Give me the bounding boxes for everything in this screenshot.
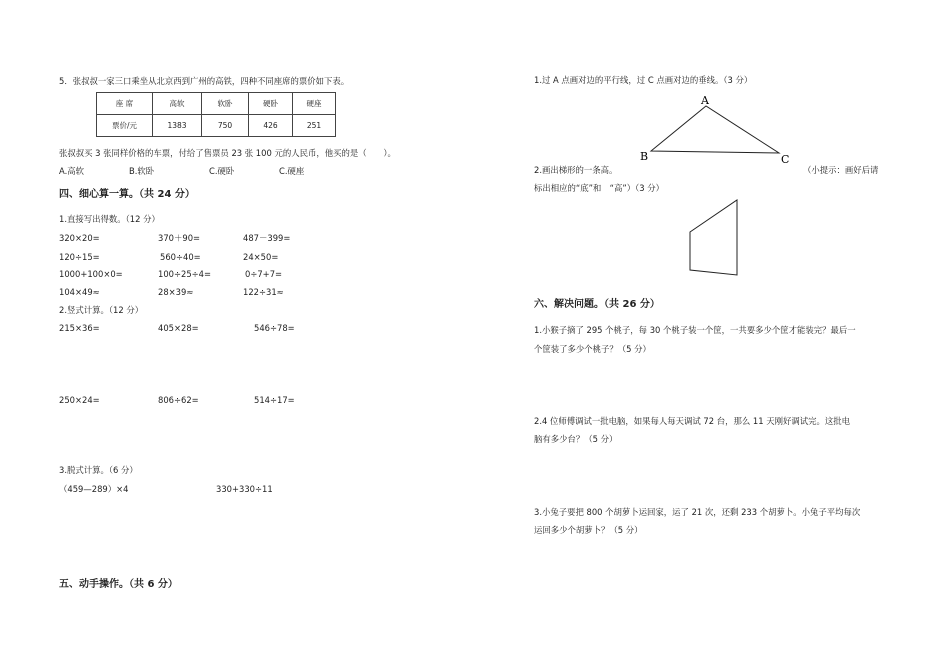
op1-text: 1.过 A 点画对边的平行线，过 C 点画对边的垂线。（3 分） [534, 75, 753, 85]
op2-hint: （小提示：画好后请 [803, 165, 879, 175]
table-cell: 426 [249, 115, 293, 137]
mental-math-item: 0÷7+7= [245, 269, 283, 279]
mental-math-item: 100÷25÷4= [158, 269, 212, 279]
q5-option-a: A.高软 [59, 166, 84, 176]
table-cell: 软卧 [202, 93, 249, 115]
mental-math-item: 320×20= [59, 233, 100, 243]
vertex-label-b: B [640, 150, 649, 163]
table-cell: 750 [202, 115, 249, 137]
q5-option-d: C.硬座 [279, 166, 305, 176]
table-cell: 座 席 [97, 93, 153, 115]
problem-1-line1: 1.小猴子摘了 295 个桃子，每 30 个桃子装一个筐，一共要多少个筐才能装完？最后一 [534, 325, 856, 335]
p2-title: 2.竖式计算。（12 分） [59, 305, 144, 315]
section4-title: 四、细心算一算。（共 24 分） [59, 189, 195, 200]
op2-line1: 2.画出梯形的一条高。 [534, 165, 618, 175]
q5-option-b: B.软卧 [129, 166, 155, 176]
mental-math-item: 24×50= [243, 252, 279, 262]
vertex-label-c: C [781, 153, 790, 166]
problem-3-line2: 运回多少个胡萝卜？（5 分） [534, 525, 643, 535]
mental-math-item: 487－399= [243, 233, 291, 243]
vertical-calc-item: 250×24= [59, 395, 100, 405]
problem-1-line2: 个筐装了多少个桃子？（5 分） [534, 344, 651, 354]
mental-math-item: 122÷31≈ [243, 287, 284, 297]
section5-title: 五、动手操作。（共 6 分） [59, 579, 178, 590]
q5-question: 张叔叔买 3 张同样价格的车票，付给了售票员 23 张 100 元的人民币，他买的是（ ）。 [59, 148, 396, 158]
trapezoid [690, 200, 737, 275]
vertex-label-a: A [701, 94, 709, 107]
op2-line2: 标出相应的“底”和 “高”）（3 分） [534, 183, 665, 193]
mental-math-item: 120÷15= [59, 252, 100, 262]
table-cell: 票价/元 [97, 115, 153, 137]
triangle-abc [651, 106, 779, 153]
mental-math-item: 560÷40= [160, 252, 201, 262]
table-cell: 硬卧 [249, 93, 293, 115]
q5-option-c: C.硬卧 [209, 166, 235, 176]
fare-table-price-row [97, 115, 336, 137]
mental-math-item: 104×49≈ [59, 287, 100, 297]
table-cell: 硬座 [293, 93, 336, 115]
mental-math-item: 370＋90= [158, 233, 201, 243]
vertical-calc-item: 215×36= [59, 323, 100, 333]
problem-2-line1: 2.4 位师傅调试一批电脑，如果每人每天调试 72 台，那么 11 天刚好调试完。这批电 [534, 416, 850, 426]
table-cell: 1383 [153, 115, 202, 137]
q5-text: 5．张叔叔一家三口乘坐从北京西到广州的高铁，四种不同座席的票价如下表。 [59, 76, 350, 86]
triangle-figure [640, 92, 800, 167]
fare-table [96, 92, 336, 137]
table-cell: 251 [293, 115, 336, 137]
p1-title: 1.直接写出得数。（12 分） [59, 214, 160, 224]
stepwise-calc-item: 330+330÷11 [216, 484, 273, 494]
vertical-calc-item: 405×28= [158, 323, 199, 333]
mental-math-item: 28×39≈ [158, 287, 194, 297]
stepwise-calc-item: （459—289）×4 [59, 484, 129, 494]
table-cell: 高软 [153, 93, 202, 115]
problem-3-line1: 3.小兔子要把 800 个胡萝卜运回家，运了 21 次，还剩 233 个胡萝卜。小兔子平均每次 [534, 507, 861, 517]
vertical-calc-item: 806÷62= [158, 395, 199, 405]
vertical-calc-item: 514÷17= [254, 395, 295, 405]
problem-2-line2: 脑有多少台？（5 分） [534, 434, 618, 444]
trapezoid-figure [680, 195, 750, 280]
mental-math-item: 1000+100×0= [59, 269, 123, 279]
vertical-calc-item: 546÷78= [254, 323, 295, 333]
fare-table-header-row [97, 93, 336, 115]
section6-title: 六、解决问题。（共 26 分） [534, 299, 660, 310]
p3-title: 3.脱式计算。（6 分） [59, 465, 138, 475]
